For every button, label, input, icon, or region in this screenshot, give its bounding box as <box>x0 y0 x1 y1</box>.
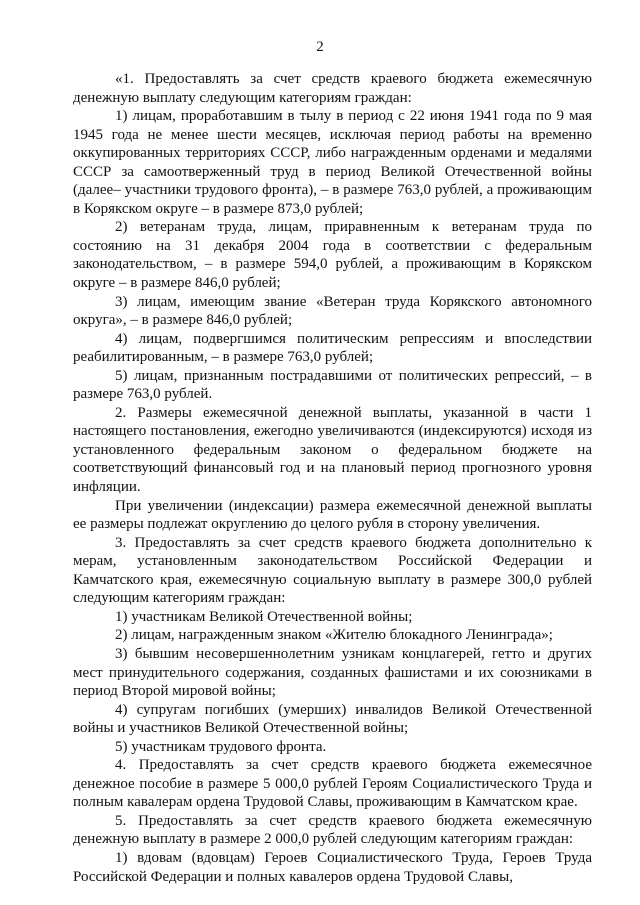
paragraph-item-3-5: 5) участникам трудового фронта. <box>115 738 327 755</box>
paragraph-item-3-4: 4) супругам погибших (умерших) инвалидов Великой Отечественной войны и участников Великой Отечественной войны; <box>73 701 592 737</box>
paragraph-item-1-2: 2) ветеранам труда, лицам, приравненным к ветеранам труда по состоянию на 31 декабря 2004 года в соответствии с федеральным законодательством, – в размере 594,0 рублей, а проживающим в Корякском округе – в размере 846,0 рублей; <box>73 219 592 292</box>
paragraph-item-3-1: 1) участникам Великой Отечественной войны; <box>115 608 413 625</box>
paragraph-item-1-5: 5) лицам, признанным пострадавшими от политических репрессий, – в размере 763,0 рублей. <box>73 367 592 403</box>
paragraph-intro: «1. Предоставлять за счет средств краевого бюджета ежемесячную денежную выплату следующим категориям граждан: <box>73 71 592 106</box>
paragraph-item-1-1: 1) лицам, проработавшим в тылу в период с 22 июня 1941 года по 9 мая 1945 года не менее шести месяцев, исключая период работы на временно оккупированных территориях СССР, либо награжденным орденами и медалями СССР за самоотверженный труд в период Великой Отечественной войны (далее– участники трудового фронта), – в размере 763,0 рублей, а проживающим в Корякском округе – в размере 873,0 рублей; <box>73 108 592 217</box>
paragraph-section-4: 4. Предоставлять за счет средств краевого бюджета ежемесячное денежное пособие в размере 5 000,0 рублей Героям Социалистического Труда и полным кавалерам ордена Трудовой Славы, проживающим в Камчатском крае. <box>73 757 592 811</box>
paragraph-item-1-3: 3) лицам, имеющим звание «Ветеран труда Корякского автономного округа», – в размере 846,0 рублей; <box>73 293 592 329</box>
paragraph-section-2-rounding: При увеличении (индексации) размера ежемесячной денежной выплаты ее размеры подлежат округлению до целого рубля в сторону увеличения. <box>73 497 592 533</box>
paragraph-item-1-4: 4) лицам, подвергшимся политическим репрессиям и впоследствии реабилитированным, – в размере 763,0 рублей; <box>73 330 592 366</box>
document-body <box>73 70 592 886</box>
paragraph-item-3-2: 2) лицам, награжденным знаком «Жителю блокадного Ленинграда»; <box>115 627 553 644</box>
paragraph-section-5: 5. Предоставлять за счет средств краевого бюджета ежемесячную денежную выплату в размере 2 000,0 рублей следующим категориям граждан: <box>73 812 592 848</box>
paragraph-item-3-3: 3) бывшим несовершеннолетним узникам концлагерей, гетто и других мест принудительного содержания, созданных фашистами и их союзниками в период Второй мировой войны; <box>73 645 592 700</box>
paragraph-section-3: 3. Предоставлять за счет средств краевого бюджета дополнительно к мерам, установленным законодательством Российской Федерации и Камчатского края, ежемесячную социальную выплату в размере 300,0 рублей следующим категориям граждан: <box>73 534 592 607</box>
paragraph-item-5-1: 1) вдовам (вдовцам) Героев Социалистического Труда, Героев Труда Российской Федерации и полных кавалеров ордена Трудовой Славы, <box>73 849 592 885</box>
page-number: 2 <box>316 39 324 55</box>
paragraph-section-2: 2. Размеры ежемесячной денежной выплаты, указанной в части 1 настоящего постановления, ежегодно увеличиваются (индексируются) исходя из установленного федеральным законом о федеральном бюджете на соответствующий финансовый год и на плановый период прогнозного уровня инфляции. <box>73 404 592 496</box>
